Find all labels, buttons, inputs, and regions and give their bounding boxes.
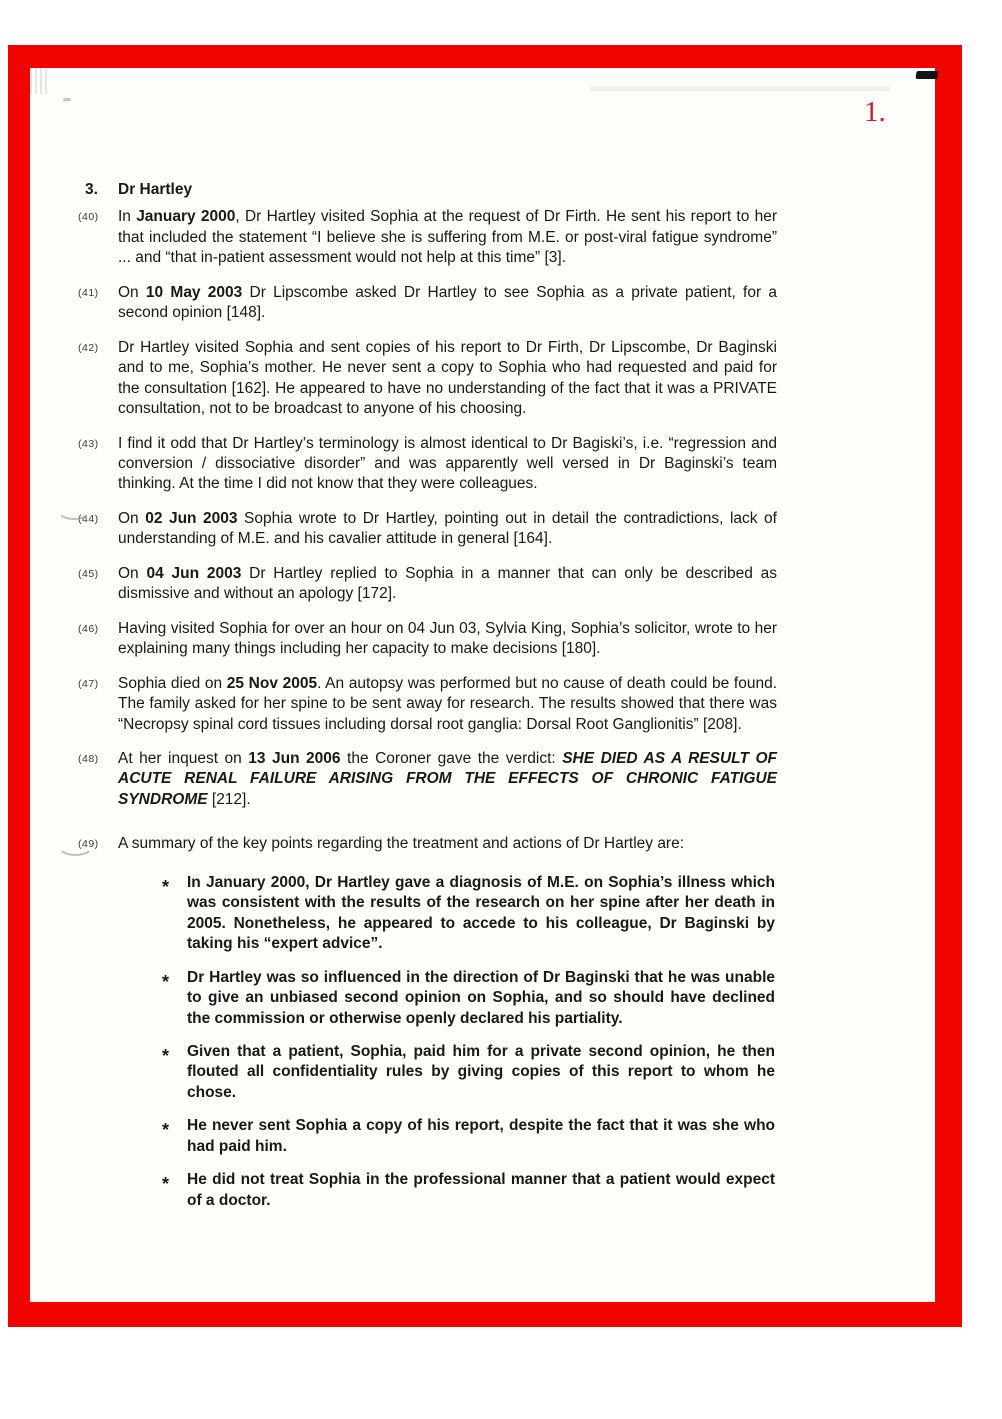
text-segment: 02 Jun 2003: [145, 509, 238, 527]
paragraph-number: (46): [78, 622, 99, 635]
paragraph-text: [118, 338, 777, 420]
text-segment: 13 Jun 2006: [248, 749, 341, 767]
text-segment: Sophia wrote to Dr Hartley, pointing out in detail the contradictions, lack of understanding of M.E. and his cavalier attitude in general [164].: [118, 509, 777, 548]
text-segment: January 2000: [136, 208, 236, 226]
paragraph: [78, 564, 777, 605]
text-segment: the Coroner gave the verdict:: [340, 749, 563, 767]
paragraph-number: (44): [78, 512, 99, 525]
text-segment: [212].: [207, 790, 251, 808]
text-segment: 04 Jun 2003: [146, 564, 242, 582]
asterisk-bullet-marker: *: [162, 971, 170, 992]
text-segment: 10 May 2003: [145, 283, 243, 301]
paragraph: [78, 338, 777, 420]
bullet-text: He never sent Sophia a copy of his report, despite the fact that it was she who had paid him.: [187, 1117, 775, 1155]
scan-dash-mark: [915, 71, 938, 79]
text-segment: Sophia died on: [118, 674, 227, 692]
text-segment: In: [118, 208, 137, 226]
bullet-item: [162, 1116, 819, 1157]
bullet-list: [162, 873, 819, 1211]
text-segment: SHE DIED AS A RESULT OF ACUTE RENAL FAILURE ARISING FROM THE EFFECTS OF CHRONIC FATIGUE SYNDROME: [118, 749, 777, 808]
asterisk-bullet-marker: *: [162, 1174, 170, 1195]
section-title: Dr Hartley: [118, 181, 193, 198]
scan-streak-artifact: [590, 86, 890, 91]
text-segment: On: [118, 509, 146, 527]
section-number: 3.: [85, 181, 98, 198]
paragraph: [78, 207, 777, 268]
paragraph-number: (47): [78, 677, 99, 690]
bullet-text: Given that a patient, Sophia, paid him for a private second opinion, he then flouted all confidentiality rules by giving copies of this report to whom he chose.: [187, 1042, 775, 1101]
paragraph-text: [118, 434, 777, 495]
scan-speck-artifact: [63, 98, 71, 101]
section-heading: [78, 180, 777, 200]
asterisk-bullet-marker: *: [162, 1120, 170, 1141]
text-segment: Having visited Sophia for over an hour on 04 Jun 03, Sylvia King, Sophia’s solicitor, wrote to her explaining many things including her capacity to make decisions [180].: [118, 619, 777, 658]
paragraph-number: (45): [78, 567, 99, 580]
paragraph: [78, 619, 777, 660]
paragraph-text: [118, 674, 777, 735]
paragraph-list: [78, 207, 935, 854]
paragraph-text: [118, 834, 777, 854]
bullet-text: In January 2000, Dr Hartley gave a diagnosis of M.E. on Sophia’s illness which was consistent with the results of the research on her spine after her death in 2005. Nonetheless, he appeared to accede to his colleague, Dr Baginski by taking his “expert advice”.: [187, 873, 775, 953]
paragraph-number: (43): [78, 437, 99, 450]
text-segment: I find it odd that Dr Hartley’s terminology is almost identical to Dr Bagiski’s, i.e. “regression and conversion / dissociative disorder” and was apparently well versed in Dr Baginski’s team thinking. At the time I did not know that they were colleagues.: [118, 434, 777, 493]
asterisk-bullet-marker: *: [162, 876, 170, 897]
paragraph-number: (41): [78, 286, 99, 299]
paragraph-number: (48): [78, 752, 99, 765]
paragraph-text: [118, 207, 777, 268]
paragraph: [78, 434, 777, 495]
page-content: [30, 68, 935, 1211]
paragraph-number: (49): [78, 838, 99, 851]
scan-curve-mark: [57, 834, 94, 856]
text-segment: . An autopsy was performed but no cause of death could be found. The family asked for her spine to be sent away for research. The results showed that there was “Necropsy spinal cord tissues including dorsal root ganglia: Dorsal Root Ganglionitis” [208].: [118, 674, 778, 733]
paragraph-text: [118, 283, 777, 324]
handwritten-page-number: 1.: [864, 96, 886, 128]
paragraph: [78, 834, 777, 854]
scan-smudge-artifact: [30, 68, 48, 94]
bullet-item: [162, 1170, 819, 1211]
paragraph-text: [118, 509, 777, 550]
paragraph-text: [118, 564, 777, 605]
text-segment: Dr Hartley visited Sophia and sent copies of his report to Dr Firth, Dr Lipscombe, Dr Baginski and to me, Sophia’s mother. He never sent a copy to Sophia who had requested and paid for the consultation [162]. He appeared to have no understanding of the fact that it was a PRIVATE consultation, not to be broadcast to anyone of his choosing.: [118, 338, 777, 418]
asterisk-bullet-marker: *: [162, 1045, 170, 1066]
paragraph-text: [118, 749, 777, 810]
text-segment: On: [118, 564, 147, 582]
text-segment: Dr Hartley replied to Sophia in a manner that can only be described as dismissive and without an apology [172].: [118, 564, 778, 603]
text-segment: 25 Nov 2005: [226, 674, 318, 692]
text-segment: On: [118, 283, 146, 301]
red-border-frame: [8, 45, 962, 1327]
bullet-item: [162, 873, 819, 955]
paragraph: [78, 283, 777, 324]
text-segment: At her inquest on: [118, 749, 249, 767]
paragraph: [78, 749, 777, 810]
text-segment: Dr Lipscombe asked Dr Hartley to see Sophia as a private patient, for a second opinion [148].: [118, 283, 777, 322]
text-segment: , Dr Hartley visited Sophia at the request of Dr Firth. He sent his report to her that included the statement “I believe she is suffering from M.E. or post-viral fatigue syndrome” ... and “that in-patient assessment would not help at this time” [3].: [118, 208, 777, 267]
bullet-item: [162, 1042, 819, 1103]
paragraph-text: [118, 619, 777, 660]
paragraph: [78, 509, 777, 550]
bullet-text: He did not treat Sophia in the professional manner that a patient would expect of a doctor.: [187, 1171, 775, 1209]
bullet-text: Dr Hartley was so influenced in the direction of Dr Baginski that he was unable to give an unbiased second opinion on Sophia, and so should have declined the commission or otherwise openly declared his partiality.: [187, 968, 775, 1027]
paragraph: [78, 674, 777, 735]
paragraph-number: (40): [78, 211, 99, 224]
text-segment: A summary of the key points regarding the treatment and actions of Dr Hartley are:: [118, 835, 685, 853]
scan-curve-mark: [57, 500, 91, 520]
bullet-item: [162, 968, 819, 1029]
paragraph-number: (42): [78, 341, 99, 354]
